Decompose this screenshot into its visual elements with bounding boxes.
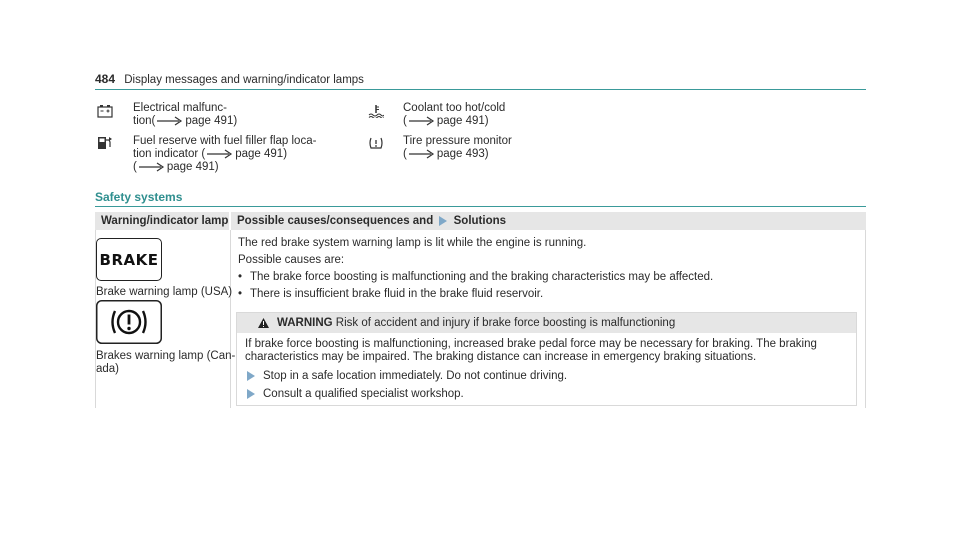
battery-icon — [97, 104, 113, 118]
list-item — [238, 288, 713, 305]
brake-lamp-caption-canada — [96, 350, 235, 376]
fuel-pump-icon — [97, 136, 113, 150]
table-header-lamp: Warning/indicator lamp — [95, 212, 229, 230]
step-arrow-icon — [247, 389, 255, 399]
page-number: 484 — [95, 72, 116, 86]
warning-step — [247, 388, 464, 401]
warning-label: WARNING — [277, 317, 333, 329]
indicator-line: Fuel reserve with fuel filler flap loca- — [133, 135, 317, 147]
indicator-line: ( — [133, 161, 137, 173]
warning-triangle-icon — [258, 318, 269, 328]
brake-lamp-icon — [96, 238, 162, 281]
description-para: The red brake system warning lamp is lit while the engine is running. — [238, 237, 587, 249]
brake-lamp-caption-usa: Brake warning lamp (USA) — [96, 286, 233, 298]
table-header-causes — [231, 212, 866, 230]
header-divider — [95, 89, 866, 90]
indicator-fuel-text — [133, 135, 316, 174]
causes-list — [238, 271, 713, 305]
section-divider — [95, 206, 866, 207]
warning-step — [247, 370, 567, 383]
indicator-line: Tire pressure monitor — [403, 135, 512, 147]
step-text: Consult a qualified specialist workshop. — [263, 388, 464, 400]
brake-warning-circle-icon — [96, 300, 162, 344]
bullet-text: The brake force boosting is malfunctioning and the braking characteristics may be affected. — [250, 271, 714, 283]
caption-line: ada) — [96, 363, 120, 375]
warning-box — [236, 312, 857, 406]
arrow-right-icon — [207, 149, 233, 159]
page-reference[interactable]: page 491) — [185, 115, 238, 127]
table-column-divider — [230, 230, 231, 408]
tire-pressure-icon — [368, 136, 384, 150]
page-header — [95, 73, 364, 87]
arrow-right-icon — [157, 116, 183, 126]
list-item — [238, 271, 713, 288]
warning-body-line: characteristics may be impaired. The braking distance can increase in emergency braking situations. — [245, 351, 757, 363]
indicator-line: ( — [403, 148, 407, 160]
page-reference[interactable]: page 491) — [166, 161, 219, 173]
page-reference[interactable]: page 491) — [235, 148, 288, 160]
warning-title: Risk of accident and injury if brake force boosting is malfunctioning — [335, 317, 676, 329]
arrow-right-icon — [409, 116, 435, 126]
section-title: Safety systems — [95, 190, 183, 204]
coolant-temperature-icon — [368, 104, 384, 118]
causes-intro: Possible causes are: — [238, 254, 345, 266]
indicator-line: ( — [403, 115, 407, 127]
page-header-title: Display messages and warning/indicator lamps — [124, 74, 364, 86]
page-reference[interactable]: page 493) — [436, 148, 489, 160]
arrow-right-icon — [409, 149, 435, 159]
indicator-line: tion( — [133, 115, 156, 127]
solutions-arrow-icon — [439, 216, 447, 226]
indicator-line: Electrical malfunc- — [133, 102, 227, 114]
header-text: Solutions — [453, 215, 507, 227]
step-arrow-icon — [247, 371, 255, 381]
page-reference[interactable]: page 491) — [436, 115, 489, 127]
header-text: Possible causes/consequences and — [237, 215, 434, 227]
indicator-tire-text — [403, 135, 512, 161]
indicator-line: Coolant too hot/cold — [403, 102, 506, 114]
warning-heading — [277, 317, 675, 330]
bullet-text: There is insufficient brake fluid in the brake fluid reservoir. — [250, 288, 544, 300]
bullet-icon: • — [238, 288, 243, 300]
bullet-icon: • — [238, 271, 243, 283]
indicator-line: tion indicator ( — [133, 148, 206, 160]
warning-body — [245, 338, 817, 364]
indicator-electrical-text — [133, 102, 237, 128]
warning-body-line: If brake force boosting is malfunctioning, increased brake pedal force may be necessary for braking. The braking — [245, 338, 817, 350]
caption-line: Brakes warning lamp (Can- — [96, 350, 236, 362]
step-text: Stop in a safe location immediately. Do not continue driving. — [263, 370, 568, 382]
table-border-right — [865, 230, 866, 408]
indicator-coolant-text — [403, 102, 505, 128]
arrow-right-icon — [139, 162, 165, 172]
brake-lamp-label: BRAKE — [99, 250, 159, 269]
